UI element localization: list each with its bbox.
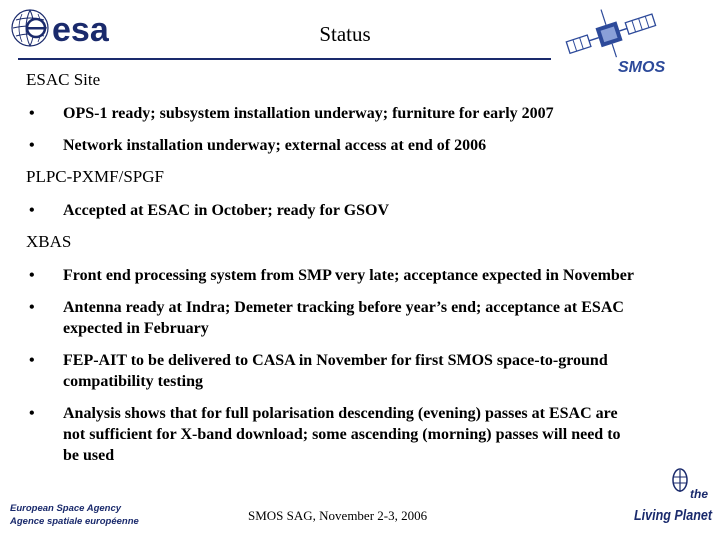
footer-event: SMOS SAG, November 2-3, 2006 <box>248 508 428 523</box>
section-esac-site <box>26 70 636 156</box>
bullet-item <box>26 297 636 339</box>
living-planet-logo <box>632 468 714 526</box>
tagline-the: the <box>690 487 708 501</box>
section-heading: PLPC-PXMF/SPGF <box>26 167 164 186</box>
section-heading: XBAS <box>26 232 72 251</box>
agency-name-logo <box>8 500 139 530</box>
bullet-text: Antenna ready at Indra; Demeter tracking before year’s end; acceptance at ESAC expected in February <box>63 299 624 337</box>
section-plpc <box>26 167 636 221</box>
smos-wordmark: SMOS <box>618 59 666 76</box>
bullet-item <box>26 200 636 221</box>
bullet-text: FEP-AIT to be delivered to CASA in November for first SMOS space-to-ground compatibility testing <box>63 352 608 390</box>
bullet-marker: • <box>29 405 35 422</box>
agency-name-en: European Space Agency <box>10 503 122 514</box>
section-xbas <box>26 232 636 466</box>
bullet-text: Analysis shows that for full polarisation descending (evening) passes at ESAC are not sufficient for X-band download; some ascending (morning) passes will need to be used <box>63 405 621 464</box>
living-planet-leaf-icon <box>673 469 687 492</box>
bullet-marker: • <box>29 137 35 154</box>
bullet-marker: • <box>29 267 35 284</box>
esa-logo <box>8 6 136 50</box>
esa-wordmark: esa <box>52 11 109 49</box>
page-title: Status <box>319 22 371 46</box>
bullet-marker: • <box>29 105 35 122</box>
bullet-item <box>26 135 636 156</box>
bullet-marker: • <box>29 352 35 369</box>
bullet-item <box>26 265 636 286</box>
bullet-text: Front end processing system from SMP very late; acceptance expected in November <box>63 267 634 284</box>
slide-content <box>26 70 636 477</box>
esa-globe-icon <box>12 10 48 46</box>
bullet-text: OPS-1 ready; subsystem installation underway; furniture for early 2007 <box>63 105 554 122</box>
bullet-text: Network installation underway; external access at end of 2006 <box>63 137 487 154</box>
title-divider <box>18 58 551 60</box>
bullet-text: Accepted at ESAC in October; ready for GSOV <box>63 202 390 219</box>
bullet-item <box>26 103 636 124</box>
bullet-item <box>26 350 636 392</box>
bullet-marker: • <box>29 299 35 316</box>
smos-logo <box>560 4 672 76</box>
section-heading: ESAC Site <box>26 70 101 89</box>
tagline-living-planet: Living Planet <box>634 507 713 524</box>
agency-name-fr: Agence spatiale européenne <box>10 516 139 527</box>
bullet-item <box>26 403 636 466</box>
bullet-marker: • <box>29 202 35 219</box>
